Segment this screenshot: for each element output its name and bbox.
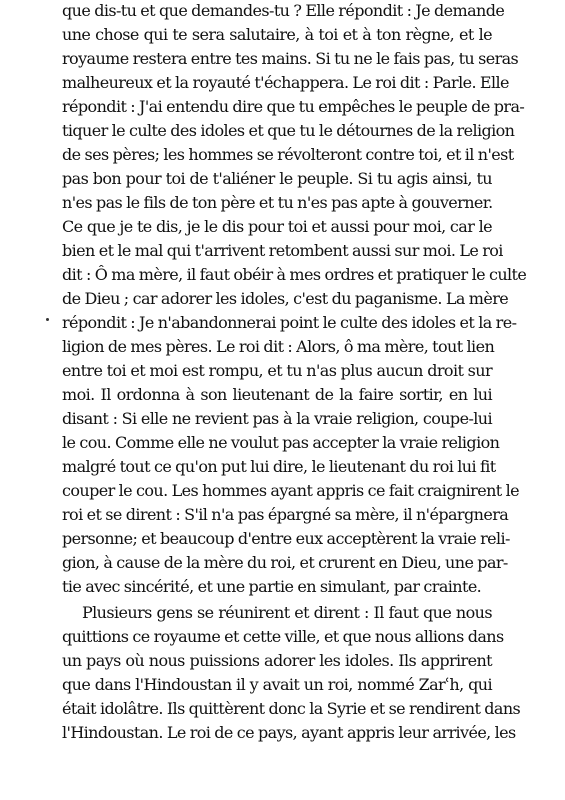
text-line: répondit : J'ai entendu dire que tu empêches le peuple de pra- bbox=[62, 97, 525, 116]
text-line: quittions ce royaume et cette ville, et que nous allions dans bbox=[62, 627, 504, 646]
text-line: que dans l'Hindoustan il y avait un roi, nommé Zarʿh, qui bbox=[62, 675, 492, 694]
text-line: dit : Ô ma mère, il faut obéir à mes ordres et pratiquer le culte bbox=[62, 265, 527, 284]
text-line: tiquer le culte des idoles et que tu le détournes de la religion bbox=[62, 121, 515, 140]
text-line: que dis-tu et que demandes-tu ? Elle répondit : Je demande bbox=[62, 1, 505, 20]
text-line: le cou. Comme elle ne voulut pas accepter la vraie religion bbox=[62, 433, 500, 452]
margin-mark bbox=[46, 318, 49, 321]
text-line: gion, à cause de la mère du roi, et crurent en Dieu, une par- bbox=[62, 553, 508, 572]
text-line: tie avec sincérité, et une partie en simulant, par crainte. bbox=[62, 577, 482, 596]
text-line: malgré tout ce qu'on put lui dire, le lieutenant du roi lui fit bbox=[62, 457, 496, 476]
text-line: une chose qui te sera salutaire, à toi et à ton règne, et le bbox=[62, 25, 492, 44]
text-line: couper le cou. Les hommes ayant appris ce fait craignirent le bbox=[62, 481, 520, 500]
text-line: royaume restera entre tes mains. Si tu ne le fais pas, tu seras bbox=[62, 49, 519, 68]
text-line: malheureux et la royauté t'échappera. Le roi dit : Parle. Elle bbox=[62, 73, 509, 92]
text-line: répondit : Je n'abandonnerai point le culte des idoles et la re- bbox=[62, 313, 517, 332]
text-line: n'es pas le fils de ton père et tu n'es pas apte à gouverner. bbox=[62, 193, 493, 212]
text-line: était idolâtre. Ils quittèrent donc la Syrie et se rendirent dans bbox=[62, 699, 521, 718]
text-line: l'Hindoustan. Le roi de ce pays, ayant appris leur arrivée, les bbox=[62, 723, 516, 742]
text-line: Ce que je te dis, je le dis pour toi et aussi pour moi, car le bbox=[62, 217, 492, 236]
text-line: moi. Il ordonna à son lieutenant de la faire sortir, en lui bbox=[62, 385, 492, 404]
text-line: de Dieu ; car adorer les idoles, c'est du paganisme. La mère bbox=[62, 289, 509, 308]
text-line: disant : Si elle ne revient pas à la vraie religion, coupe-lui bbox=[62, 409, 492, 428]
text-line: Plusieurs gens se réunirent et dirent : Il faut que nous bbox=[82, 603, 492, 622]
text-line: roi et se dirent : S'il n'a pas épargné sa mère, il n'épargnera bbox=[62, 505, 509, 524]
text-line: pas bon pour toi de t'aliéner le peuple. Si tu agis ainsi, tu bbox=[62, 169, 492, 188]
text-line: de ses pères; les hommes se révolteront contre toi, et il n'est bbox=[62, 145, 514, 164]
text-line: ligion de mes pères. Le roi dit : Alors, ô ma mère, tout lien bbox=[62, 337, 495, 356]
text-line: bien et le mal qui t'arrivent retombent aussi sur moi. Le roi bbox=[62, 241, 503, 260]
text-line: personne; et beaucoup d'entre eux acceptèrent la vraie reli- bbox=[62, 529, 510, 548]
text-line: entre toi et moi est rompu, et tu n'as plus aucun droit sur bbox=[62, 361, 492, 380]
text-line: un pays où nous puissions adorer les idoles. Ils apprirent bbox=[62, 651, 492, 670]
